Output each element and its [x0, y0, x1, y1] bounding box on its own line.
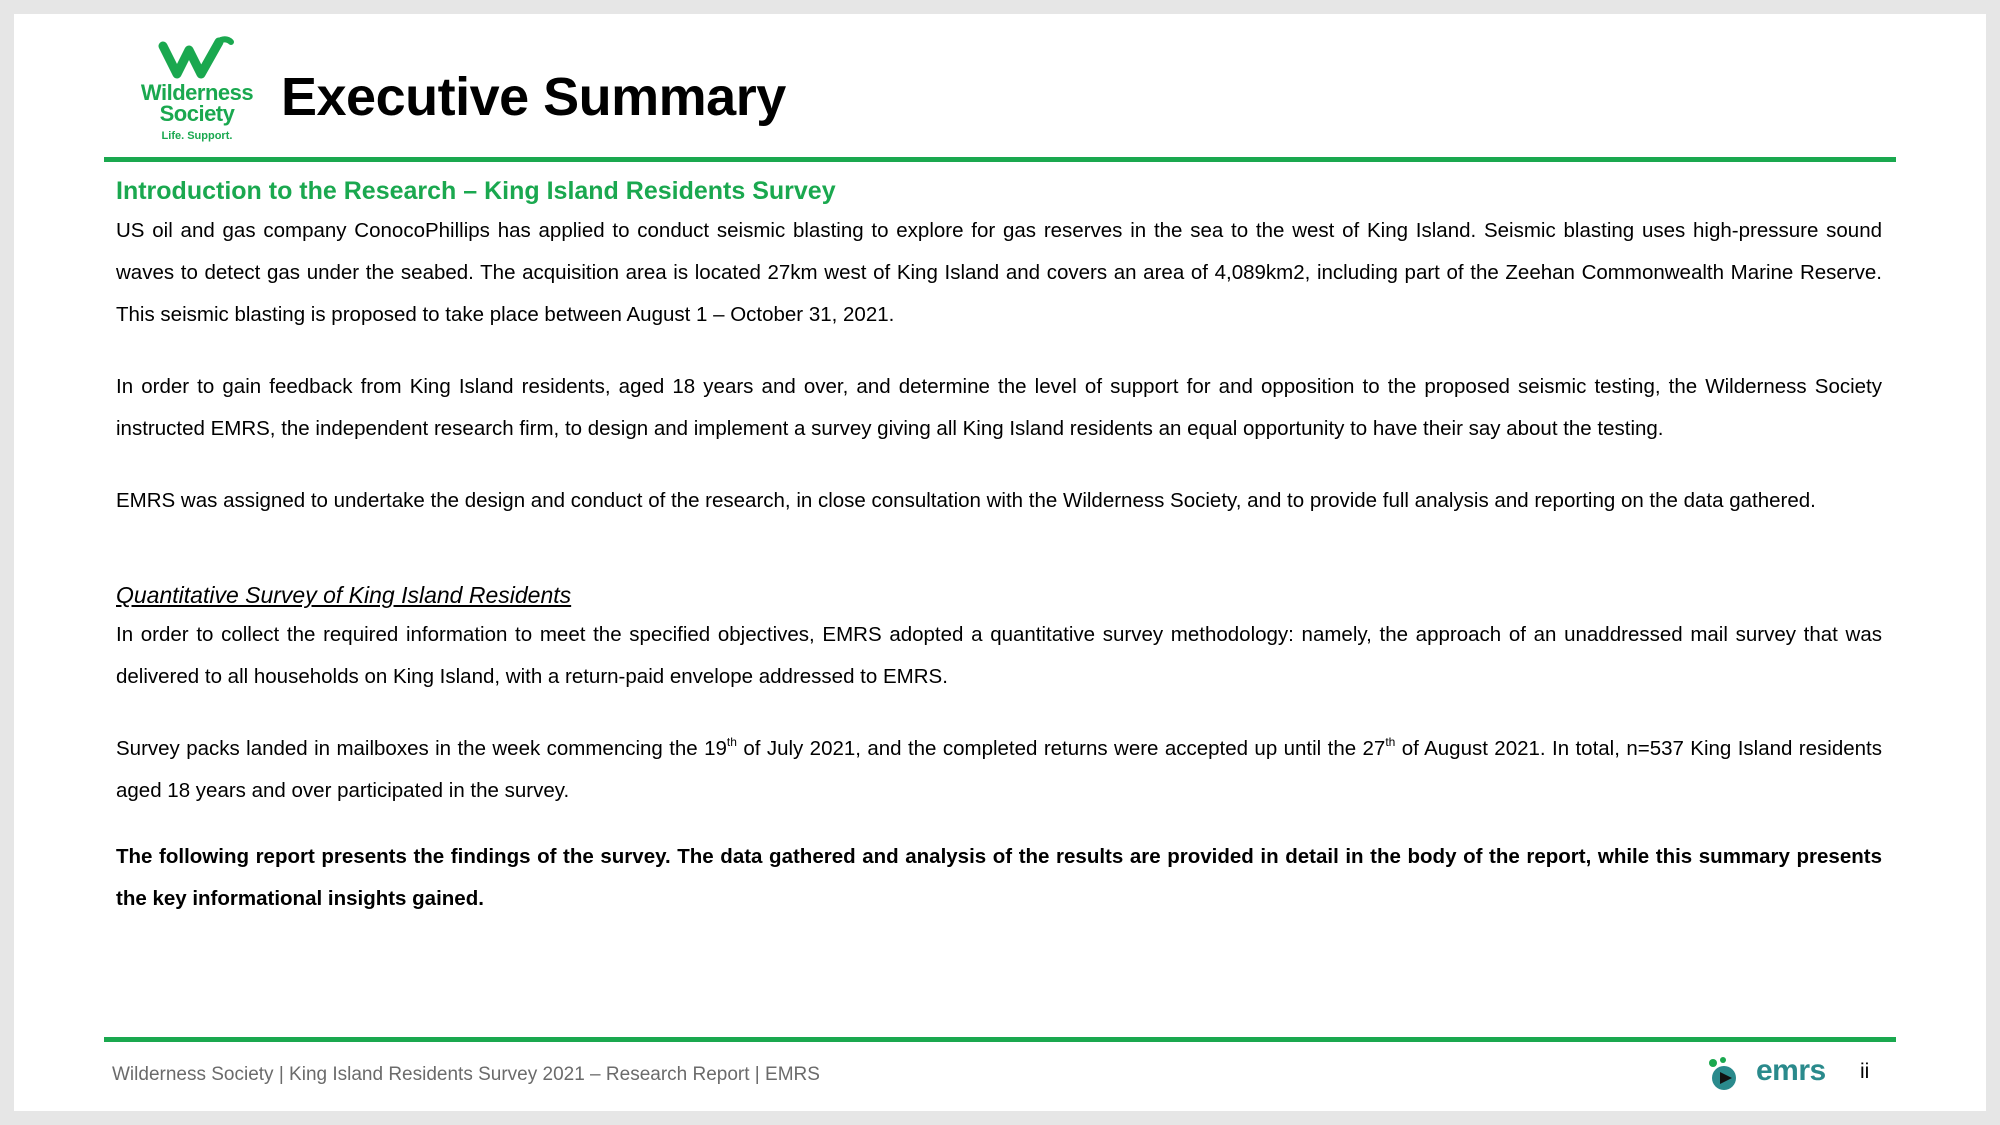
- intro-paragraph-3: EMRS was assigned to undertake the design and conduct of the research, in close consultation with the Wilderness Society, and to provide full analysis and reporting on the data gathered.: [116, 489, 1816, 512]
- quant-p2-text-2: of July 2021, and the completed returns were accepted up until the 27: [736, 737, 1386, 760]
- quant-survey-heading: Quantitative Survey of King Island Residents: [116, 582, 572, 608]
- logo-text-line1: Wilderness: [140, 80, 254, 105]
- emrs-mark-icon: [1706, 1056, 1742, 1092]
- intro-heading: Introduction to the Research – King Island Residents Survey: [116, 177, 836, 205]
- header-divider: [104, 157, 1896, 162]
- quant-paragraph-1: In order to collect the required information to meet the specified objectives, EMRS adopted a quantitative survey methodology: namely, the approach of an unaddressed mail survey that was delivered to all households on King Island, with a return-paid envelope addressed to EMRS.: [116, 623, 1882, 688]
- intro-paragraph-1: US oil and gas company ConocoPhillips has applied to conduct seismic blasting to explore for gas reserves in the sea to the west of King Island. Seismic blasting uses high-pressure sound waves to detect gas under the seabed. The acquisition area is located 27km west of King Island and covers an area of 4,089km2, including part of the Zeehan Commonwealth Marine Reserve. This seismic blasting is proposed to take place between August 1 – October 31, 2021.: [116, 219, 1882, 326]
- logo-tagline: Life. Support.: [161, 130, 233, 142]
- page-number: ii: [1860, 1060, 1870, 1083]
- quant-p2-text-3: of August 2021. In total, n=537 King Island residents aged 18 years and over participated in the survey.: [116, 737, 1882, 802]
- report-page: [14, 14, 1986, 1111]
- emrs-logo-text: emrs: [1756, 1054, 1826, 1087]
- summary-bold-paragraph: The following report presents the findings of the survey. The data gathered and analysis of the results are provided in detail in the body of the report, while this summary presents the key informational insights gained.: [116, 845, 1882, 910]
- ordinal-suffix-1: th: [726, 735, 737, 749]
- quant-paragraph-2: [116, 728, 1882, 812]
- footer-divider: [104, 1037, 1896, 1042]
- emrs-logo: [1706, 1052, 1836, 1096]
- intro-paragraph-2: In order to gain feedback from King Island residents, aged 18 years and over, and determine the level of support for and opposition to the proposed seismic testing, the Wilderness Society instructed EMRS, the independent research firm, to design and implement a survey giving all King Island residents an equal opportunity to have their say about the testing.: [116, 375, 1882, 440]
- footer-citation: Wilderness Society | King Island Residents Survey 2021 – Research Report | EMRS: [112, 1064, 820, 1085]
- wilderness-society-logo: [127, 36, 267, 166]
- logo-text-line2: Society: [159, 101, 235, 126]
- main-content: [116, 176, 1882, 920]
- wilderness-w-icon: [157, 36, 237, 82]
- quant-p2-text-1: Survey packs landed in mailboxes in the week commencing the 19: [116, 737, 727, 760]
- ordinal-suffix-2: th: [1385, 735, 1396, 749]
- page-title: Executive Summary: [281, 67, 786, 127]
